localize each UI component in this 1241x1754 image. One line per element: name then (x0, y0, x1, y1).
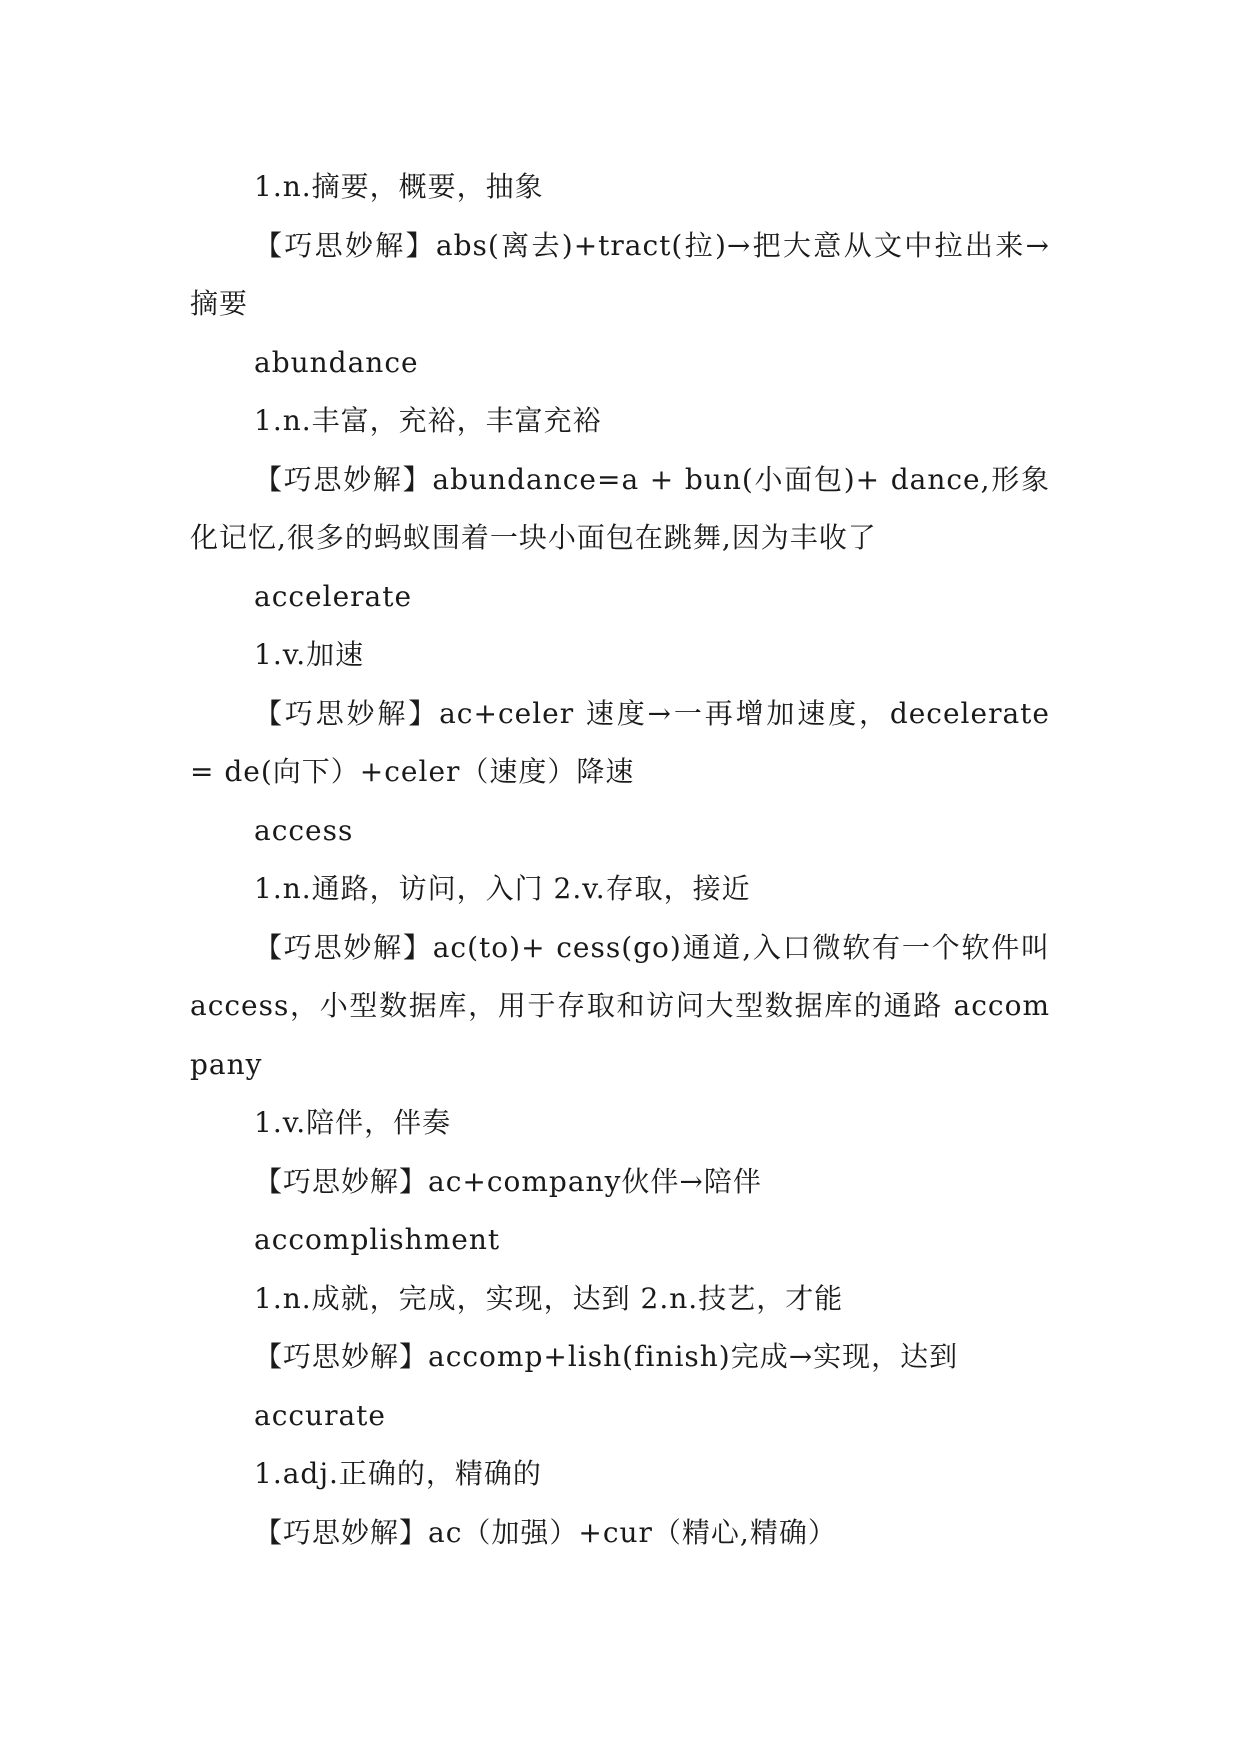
mnemonic-access: 【巧思妙解】ac(to)+ cess(go)通道,入口微软有一个软件叫access，小型数据库，用于存取和访问大型数据库的通路 accompany (190, 930, 1050, 1081)
headword-accomplishment: accomplishment (254, 1223, 501, 1256)
mnemonic-accurate: 【巧思妙解】ac（加强）+cur（精心,精确） (254, 1515, 837, 1549)
headword-access: access (254, 813, 354, 847)
mnemonic-accelerate: 【巧思妙解】ac+celer 速度→一再增加速度，decelerate = de(向下）+celer（速度）降速 (190, 696, 1050, 788)
headword-accelerate: accelerate (254, 579, 413, 613)
headword-abundance: abundance (254, 345, 419, 379)
document-body (190, 158, 1050, 1562)
mnemonic-abundance: 【巧思妙解】abundance=a + bun(小面包)+ dance,形象化记忆,很多的蚂蚁围着一块小面包在跳舞,因为丰收了 (190, 462, 1050, 554)
definition-accelerate: 1.v.加速 (254, 638, 365, 671)
headword-accurate: accurate (254, 1398, 386, 1432)
definition-access: 1.n.通路，访问，入门 2.v.存取，接近 (254, 872, 751, 905)
definition-accomplishment: 1.n.成就，完成，实现，达到 2.n.技艺，才能 (254, 1281, 844, 1315)
definition-abundance: 1.n.丰富，充裕，丰富充裕 (254, 404, 602, 437)
definition-abstract: 1.n.摘要，概要，抽象 (254, 170, 544, 203)
mnemonic-abstract: 【巧思妙解】abs(离去)+tract(拉)→把大意从文中拉出来→摘要 (190, 228, 1050, 320)
mnemonic-accomplishment: 【巧思妙解】accomp+lish(finish)完成→实现，达到 (254, 1340, 959, 1373)
definition-accompany: 1.v.陪伴，伴奏 (254, 1106, 452, 1139)
definition-accurate: 1.adj.正确的，精确的 (254, 1457, 542, 1490)
mnemonic-accompany: 【巧思妙解】ac+company伙伴→陪伴 (254, 1164, 762, 1198)
